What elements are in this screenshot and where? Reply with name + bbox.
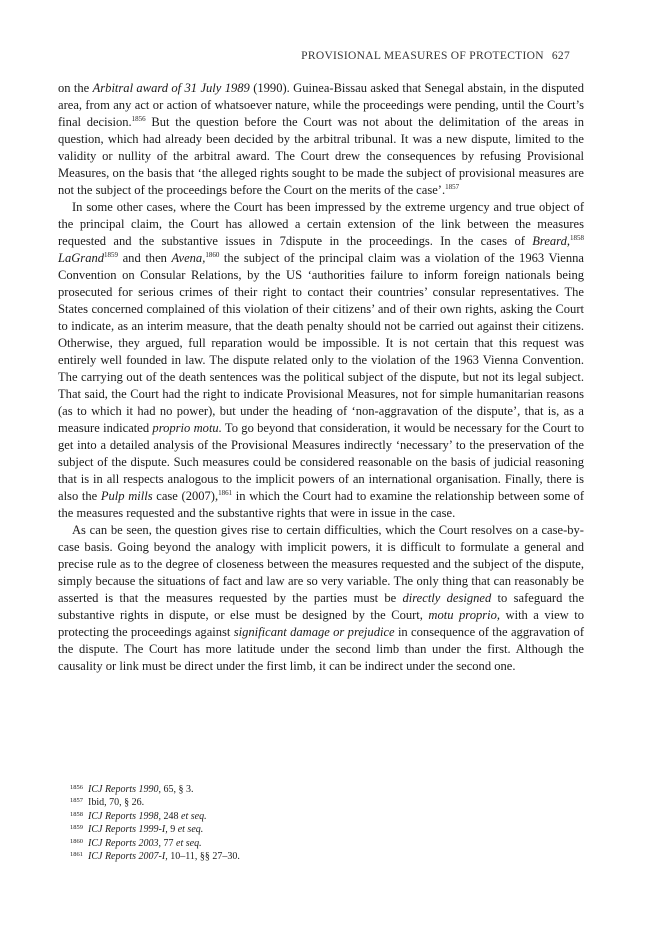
italic-run: et seq. [181, 810, 207, 822]
text-run: 77 [161, 837, 177, 849]
footnotes [70, 783, 570, 863]
footnote-text [88, 823, 203, 836]
text-run: (1990). Guinea-Bissau asked that Senegal abstain, in the disputed area, from any act or action of whatsoever nature, while the proceedings were pending, until the Court’s final decision. [58, 81, 584, 129]
text-run: 248 [161, 810, 182, 822]
text-run: with a view to protecting the proceedings against [58, 608, 585, 639]
footnote [70, 796, 570, 809]
footnote-ref[interactable]: 1858 [570, 234, 584, 242]
italic-run: directly designed [402, 591, 492, 605]
footnote-number: 1860 [70, 837, 83, 845]
italic-run: proprio motu. [152, 421, 222, 435]
footnote-text [88, 850, 240, 863]
footnote-number: 1859 [70, 824, 83, 832]
italic-run: ICJ Reports 1999-I, [88, 824, 168, 836]
footnote-number: 1856 [70, 784, 83, 791]
footnote-text [88, 796, 144, 809]
footnote [70, 823, 570, 836]
italic-run: ICJ Reports 1998, [88, 810, 162, 822]
text-run: 65, § 3. [161, 784, 194, 795]
italic-run: significant damage or prejudice [233, 625, 395, 639]
page-number: 627 [551, 50, 570, 62]
text-run: on the [58, 81, 93, 95]
italic-run: ICJ Reports 1990, [88, 784, 162, 795]
italic-run: ICJ Reports 2007-I, [88, 851, 168, 863]
italic-run: motu proprio, [428, 608, 501, 622]
footnote-text [88, 783, 194, 796]
italic-run: LaGrand [58, 251, 105, 265]
footnote-ref[interactable]: 1856 [131, 115, 146, 123]
text-run: Ibid, 70, § 26. [88, 797, 145, 809]
italic-run: Arbitral award of 31 July 1989 [92, 81, 250, 95]
text-run: As can be seen, the question gives rise to certain difficulties, which the Court resolves on a case-by-case basis. Going beyond the analogy with implicit powers, it is difficult to formulate a general and precise rule as to the degree of closeness between the measures requested and the subject of the dispute, simply because the situations of fact and law are so very variable. The only thing that can reasonably be asserted is that the measures requested by the parties must be [58, 523, 584, 605]
text-run: in consequence of the aggravation of the dispute. The Court has more latitude under the second limb than under the first. Although the causality or link must be direct under the first limb, it can be indirect under the second one. [58, 625, 584, 673]
footnote-number: 1857 [70, 797, 83, 805]
text-run: and then [118, 251, 172, 265]
text-run: in which the Court had to examine the relationship between some of the measures requested and the substantive rights that were in issue in the case. [58, 489, 584, 520]
running-head-title: PROVISIONAL MEASURES OF PROTECTION [301, 50, 544, 62]
text-run: But the question before the Court was not about the delimitation of the areas in question, which had already been decided by the arbitral tribunal. It was a new dispute, limited to the validity or nullity of the arbitral award. The Court drew the consequences by refusing Provisional Measures, on the basis that ‘the alleged rights sought to be made the subject of provisional measures are not the subject of the proceedings before the Court on the merits of the case’. [58, 115, 584, 197]
footnote-ref[interactable]: 1860 [205, 251, 220, 259]
body-text [58, 80, 584, 675]
footnote-ref[interactable]: 1859 [104, 251, 119, 259]
footnote-number: 1861 [70, 851, 83, 859]
running-head [301, 50, 570, 62]
paragraph-2 [58, 199, 584, 522]
text-run: In some other cases, where the Court has been impressed by the extreme urgency and true object of the principal claim, the Court has allowed a certain extension of the link between the measures requested and the substantive issues in 7dispute in the proceedings. In the cases of [58, 200, 584, 248]
footnote-ref[interactable]: 1861 [218, 489, 233, 497]
text-run: 10–11, §§ 27–30. [167, 851, 240, 863]
footnote [70, 837, 570, 850]
italic-run: et seq. [176, 837, 202, 849]
italic-run: Breard, [532, 234, 570, 248]
text-run: the subject of the principal claim was a violation of the 1963 Vienna Convention on Consular Relations, by the US ‘authorities failure to inform foreign nationals being prosecuted for serious crimes of their right to contact their countries’ consular representatives. The States concerned complained of this violation of their citizens’ and of their own rights, asking the Court to indicate, as an interim measure, that the death penalty should not be carried out against their citizens. Otherwise, they argued, full reparation would be impossible. It is not certain that this request was entirely well founded in law. The dispute related only to the violation of the 1963 Vienna Convention. The carrying out of the death sentences was the political subject of the dispute, but not its legal subject. That said, the Court had the right to indicate Provisional Measures, not for simple humanitarian reasons (as to which it had no power), but under the heading of ‘non-aggravation of the dispute’, that is, as a measure indicated [58, 251, 584, 435]
italic-run: Avena, [171, 251, 206, 265]
footnote-number: 1858 [70, 810, 83, 818]
italic-run: ICJ Reports 2003, [88, 837, 162, 849]
footnote [70, 783, 570, 796]
footnote-text [88, 837, 202, 850]
text-run: case (2007), [152, 489, 219, 503]
text-run: to safeguard the substantive rights in dispute, or else must be designed by the Court, [58, 591, 585, 622]
footnote [70, 850, 570, 863]
italic-run: et seq. [177, 824, 204, 836]
italic-run: Pulp mills [100, 489, 153, 503]
footnote-ref[interactable]: 1857 [445, 183, 460, 191]
paragraph-3 [58, 522, 584, 675]
text-run: 9 [167, 824, 178, 836]
paragraph-1 [58, 80, 584, 199]
footnote-text [88, 810, 207, 823]
text-run: To go beyond that consideration, it would be necessary for the Court to get into a detailed analysis of the Provisional Measures indirectly ‘necessary’ to the preservation of the subject of the dispute. Such measures could be considered reasonable on the basis of judicial reasoning that is in all respects analogous to the implicit powers of an international organisation. Finally, there is also the [58, 421, 584, 503]
footnote [70, 810, 570, 823]
